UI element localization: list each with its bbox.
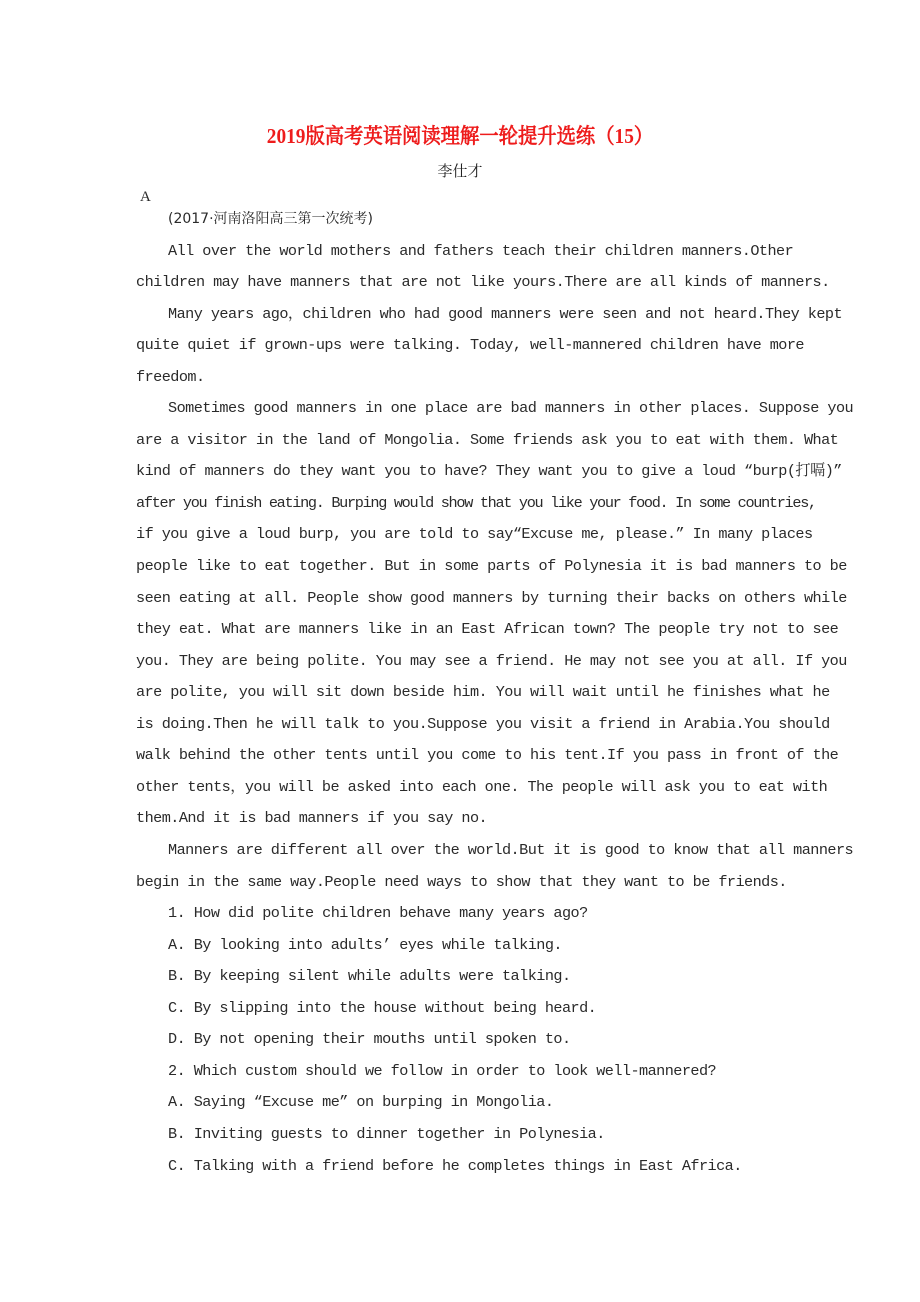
passage-line: Sometimes good manners in one place are bad manners in other places. Suppose you (168, 399, 854, 417)
answer-option: A. Saying “Excuse me” on burping in Mongolia. (168, 1093, 554, 1111)
answer-option: B. By keeping silent while adults were talking. (168, 967, 571, 985)
answer-option: D. By not opening their mouths until spoken to. (168, 1030, 571, 1048)
question-stem: 1. How did polite children behave many years ago? (168, 904, 588, 922)
passage-line: them.And it is bad manners if you say no. (136, 809, 488, 827)
passage-line: after you finish eating. Burping would show that you like your food. In some countries, (136, 494, 816, 512)
answer-option: B. Inviting guests to dinner together in Polynesia. (168, 1125, 605, 1143)
passage-line: Manners are different all over the world.But it is good to know that all manners (168, 841, 854, 859)
passage-line: is doing.Then he will talk to you.Suppose you visit a friend in Arabia.You should (136, 715, 830, 733)
question-stem: 2. Which custom should we follow in order to look well-mannered? (168, 1062, 717, 1080)
passage-line: Many years ago，children who had good manners were seen and not heard.They kept (168, 305, 843, 323)
passage-line: begin in the same way.People need ways to show that they want to be friends. (136, 873, 787, 891)
passage-line: All over the world mothers and fathers teach their children manners.Other (168, 242, 794, 260)
passage-line: other tents，you will be asked into each one. The people will ask you to eat with (136, 778, 828, 796)
passage-line: people like to eat together. But in some parts of Polynesia it is bad manners to be (136, 557, 847, 575)
passage-line: you. They are being polite. You may see a friend. He may not see you at all. If you (136, 652, 847, 670)
document-title: 2019版高考英语阅读理解一轮提升选练（15） (266, 124, 654, 148)
passage-line: quite quiet if grown-ups were talking. Today, well-mannered children have more (136, 336, 804, 354)
passage-line: they eat. What are manners like in an East African town? The people try not to see (136, 620, 839, 638)
source-note: (2017·河南洛阳高三第一次统考) (168, 211, 374, 227)
answer-option: C. Talking with a friend before he completes things in East Africa. (168, 1157, 742, 1175)
section-label: A (140, 189, 151, 205)
passage-line: are a visitor in the land of Mongolia. Some friends ask you to eat with them. What (136, 431, 839, 449)
passage-line: children may have manners that are not like yours.There are all kinds of manners. (136, 273, 830, 291)
passage-line: freedom. (136, 368, 205, 386)
passage-line: if you give a loud burp, you are told to say“Excuse me, please.” In many places (136, 525, 813, 543)
answer-option: A. By looking into adults’ eyes while talking. (168, 936, 562, 954)
answer-option: C. By slipping into the house without being heard. (168, 999, 597, 1017)
passage-line: kind of manners do they want you to have? They want you to give a loud “burp(打嗝)” (136, 462, 842, 480)
passage-line: are polite, you will sit down beside him. You will wait until he finishes what he (136, 683, 830, 701)
passage-line: walk behind the other tents until you come to his tent.If you pass in front of the (136, 746, 839, 764)
author-name: 李仕才 (437, 162, 483, 180)
passage-line: seen eating at all. People show good manners by turning their backs on others while (136, 589, 847, 607)
